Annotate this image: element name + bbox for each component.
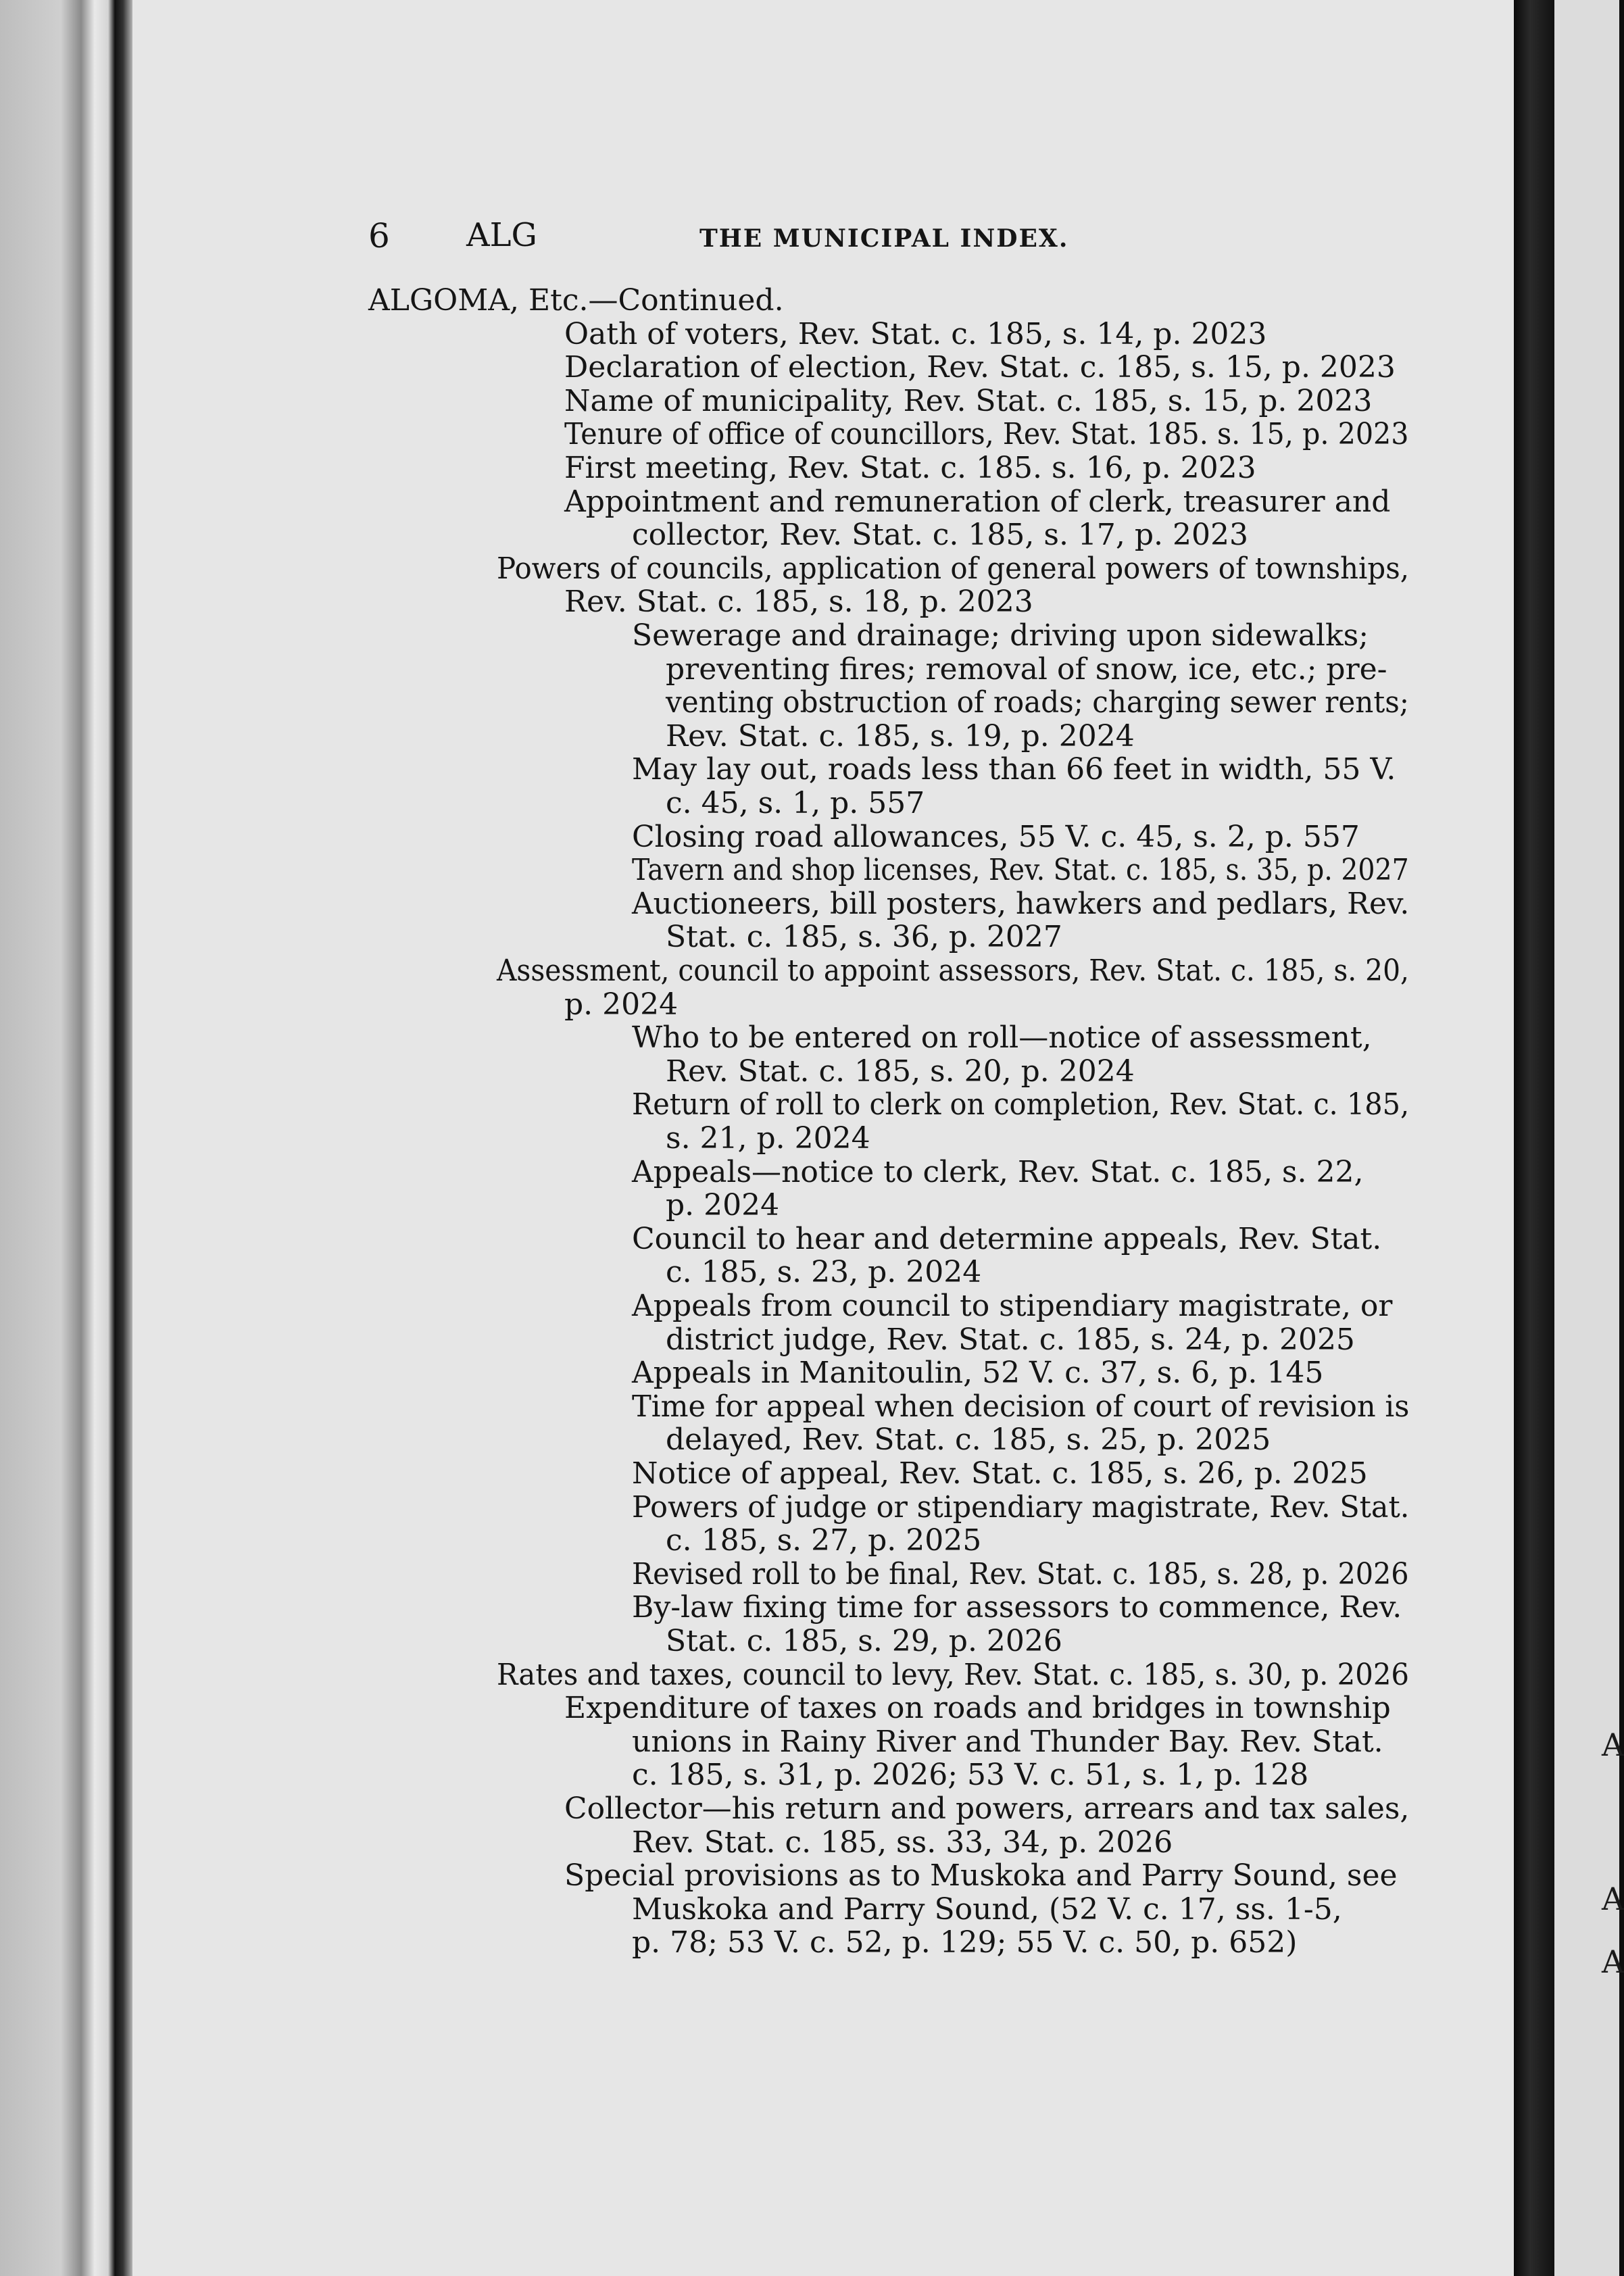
index-line: Rev. Stat. c. 185, ss. 33, 34, p. 2026 (632, 1825, 1173, 1860)
page-number: 6 (368, 216, 390, 255)
index-line: May lay out, roads less than 66 feet in width, 55 V. (632, 752, 1396, 787)
index-line: Rev. Stat. c. 185, s. 19, p. 2024 (666, 718, 1135, 753)
index-line: Powers of councils, application of general powers of townships, (497, 551, 1410, 586)
index-line: Appeals from council to stipendiary magistrate, or (632, 1289, 1393, 1323)
index-line: Closing road allowances, 55 V. c. 45, s. 2, p. 557 (632, 819, 1360, 854)
index-line: Stat. c. 185, s. 29, p. 2026 (666, 1624, 1062, 1658)
index-line: Sewerage and drainage; driving upon sidewalks; (632, 618, 1369, 653)
index-line: Notice of appeal, Rev. Stat. c. 185, s. 26, p. 2025 (632, 1456, 1368, 1491)
next-page-letter: A (1602, 1881, 1624, 1917)
index-line: Tenure of office of councillors, Rev. Stat. 185. s. 15, p. 2023 (564, 417, 1409, 452)
index-line: district judge, Rev. Stat. c. 185, s. 24, p. 2025 (666, 1322, 1355, 1357)
index-line: s. 21, p. 2024 (666, 1121, 870, 1156)
index-line: Council to hear and determine appeals, Rev. Stat. (632, 1221, 1382, 1256)
index-line: p. 2024 (666, 1188, 780, 1223)
index-line: Muskoka and Parry Sound, (52 V. c. 17, ss. 1-5, (632, 1891, 1342, 1927)
index-line: By-law fixing time for assessors to commence, Rev. (632, 1590, 1402, 1625)
index-line: preventing fires; removal of snow, ice, etc.; pre- (666, 651, 1387, 687)
index-line: c. 185, s. 31, p. 2026; 53 V. c. 51, s. 1, p. 128 (632, 1758, 1309, 1793)
index-line: Appeals—notice to clerk, Rev. Stat. c. 185, s. 22, (632, 1154, 1364, 1189)
next-page-letter: A (1602, 1727, 1624, 1763)
index-line: Rev. Stat. c. 185, s. 18, p. 2023 (564, 585, 1033, 620)
index-line: Rev. Stat. c. 185, s. 20, p. 2024 (666, 1054, 1135, 1089)
running-title: THE MUNICIPAL INDEX. (699, 224, 1069, 253)
section-abbreviation: ALG (466, 216, 537, 254)
index-line: Oath of voters, Rev. Stat. c. 185, s. 14, p. 2023 (564, 316, 1267, 351)
index-line: Time for appeal when decision of court of revision is (632, 1389, 1410, 1424)
index-line: c. 45, s. 1, p. 557 (666, 786, 925, 820)
index-line: Return of roll to clerk on completion, Rev. Stat. c. 185, (632, 1087, 1410, 1122)
index-line: Appeals in Manitoulin, 52 V. c. 37, s. 6, p. 145 (632, 1356, 1324, 1391)
index-line: Collector—his return and powers, arrears and tax sales, (564, 1791, 1410, 1826)
index-line: unions in Rainy River and Thunder Bay. Rev. Stat. (632, 1724, 1383, 1759)
index-line: Rates and taxes, council to levy, Rev. Stat. c. 185, s. 30, p. 2026 (497, 1657, 1410, 1692)
next-page-letter: A (1602, 1944, 1624, 1980)
index-line: Appointment and remuneration of clerk, treasurer and (564, 484, 1391, 519)
index-line: First meeting, Rev. Stat. c. 185. s. 16, p. 2023 (564, 451, 1256, 485)
index-line: Stat. c. 185, s. 36, p. 2027 (666, 920, 1062, 955)
index-line: Assessment, council to appoint assessors, Rev. Stat. c. 185, s. 20, (497, 954, 1409, 988)
index-line: p. 2024 (564, 987, 679, 1022)
index-line: Special provisions as to Muskoka and Parry Sound, see (564, 1858, 1398, 1894)
index-line: Tavern and shop licenses, Rev. Stat. c. 185, s. 35, p. 2027 (632, 853, 1409, 888)
index-line: Name of municipality, Rev. Stat. c. 185, s. 15, p. 2023 (564, 383, 1373, 418)
index-line: p. 78; 53 V. c. 52, p. 129; 55 V. c. 50, p. 652) (632, 1925, 1298, 1960)
index-line: Who to be entered on roll—notice of assessment, (632, 1020, 1372, 1056)
index-line: Declaration of election, Rev. Stat. c. 185, s. 15, p. 2023 (564, 350, 1396, 385)
index-line: c. 185, s. 23, p. 2024 (666, 1255, 982, 1290)
index-line: Expenditure of taxes on roads and bridges in township (564, 1691, 1391, 1726)
index-line: Revised roll to be final, Rev. Stat. c. 185, s. 28, p. 2026 (632, 1556, 1409, 1591)
index-line: ALGOMA, Etc.—Continued. (368, 283, 784, 318)
index-line: Powers of judge or stipendiary magistrate, Rev. Stat. (632, 1489, 1410, 1525)
index-line: Auctioneers, bill posters, hawkers and pedlars, Rev. (632, 886, 1410, 921)
index-line: c. 185, s. 27, p. 2025 (666, 1523, 982, 1558)
index-line: collector, Rev. Stat. c. 185, s. 17, p. 2023 (632, 518, 1248, 553)
index-line: venting obstruction of roads; charging sewer rents; (666, 685, 1409, 720)
index-line: delayed, Rev. Stat. c. 185, s. 25, p. 2025 (666, 1422, 1271, 1458)
